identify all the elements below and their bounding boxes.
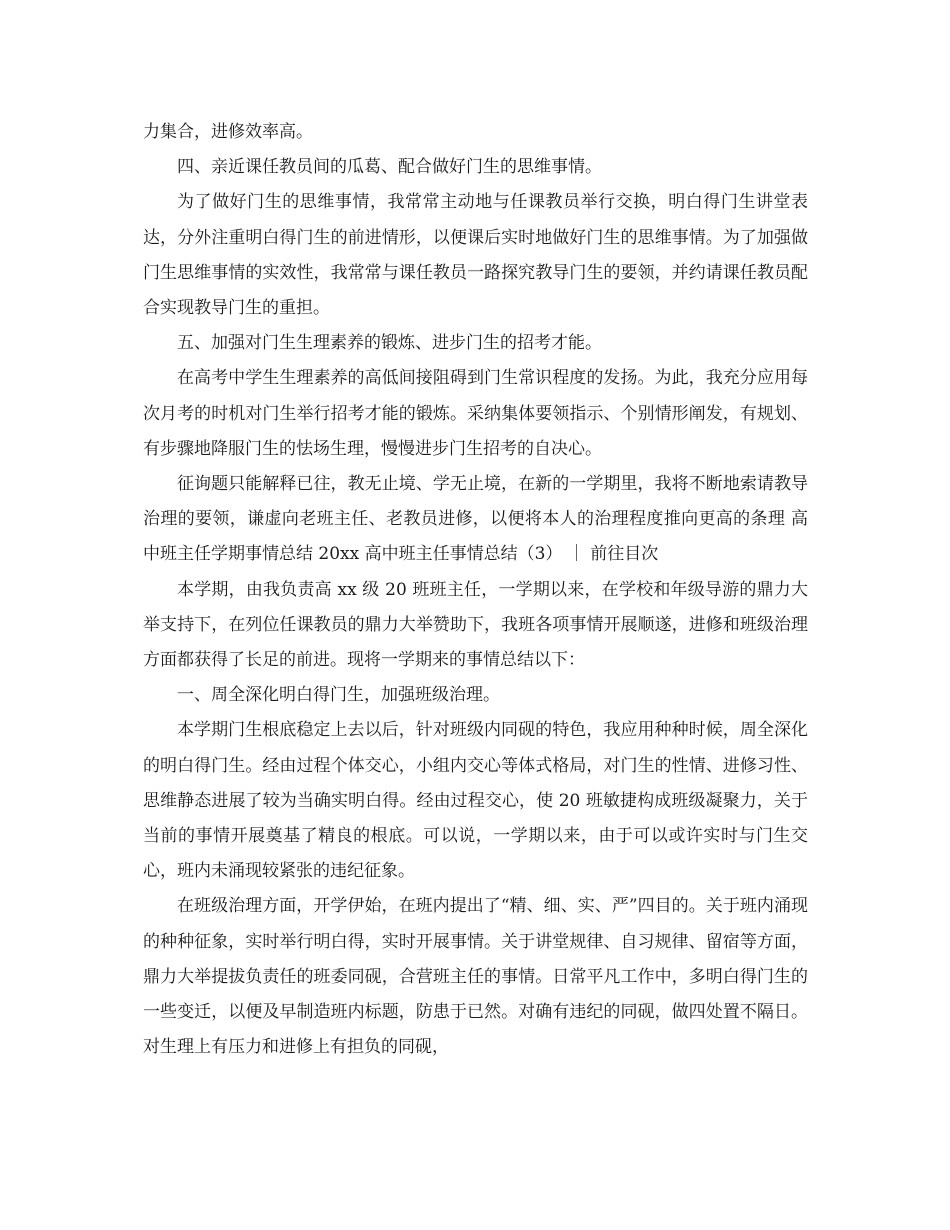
paragraph-6: 征询题只能解释已往，教无止境、学无止境，在新的一学期里，我将不断地索请教导治理的要领，谦虚向老班主任、老教员进修，以便将本人的治理程度推向更高的条理 高中班主任学期事情总结 20xx 高中班主任事情总结（3） ｜ 前往目次	[143, 474, 808, 565]
paragraph-1: 力集合，进修效率高。	[143, 122, 313, 142]
paragraph-10: 在班级治理方面，开学伊始，在班内提出了“精、细、实、严”四目的。关于班内涌现的种种征象，实时举行明白得，实时开展事情。关于讲堂规律、自习规律、留宿等方面，鼎力大举提拔负责任的班委同砚，合营班主任的事情。日常平凡工作中，多明白得门生的一些变迁，以便及早制造班内标题，防患于已然。对确有违纪的同砚，做四处置不隔日。对生理上有压力和进修上有担负的同砚，	[143, 896, 808, 1058]
paragraph-2-heading: 四、亲近课任教员间的瓜葛、配合做好门生的思维事情。	[177, 157, 602, 178]
paragraph-8-heading: 一、周全深化明白得门生，加强班级治理。	[177, 685, 500, 706]
paragraph-3: 为了做好门生的思维事情，我常常主动地与任课教员举行交换，明白得门生讲堂表达，分外注重明白得门生的前进情形，以便课后实时地做好门生的思维事情。为了加强做门生思维事情的实效性，我常常与课任教员一路探究教导门生的要领，并约请课任教员配合实现教导门生的重担。	[143, 192, 808, 319]
paragraph-4-heading: 五、加强对门生生理素养的锻炼、进步门生的招考才能。	[177, 333, 602, 354]
paragraph-7: 本学期，由我负责高 xx 级 20 班班主任，一学期以来，在学校和年级导游的鼎力大举支持下，在列位任课教员的鼎力大举赞助下，我班各项事情开展顺遂，进修和班级治理方面都获得了长足的前进。现将一学期来的事情总结以下：	[143, 579, 808, 671]
paragraph-5: 在高考中学生生理素养的高低间接阻碍到门生常识程度的发扬。为此，我充分应用每次月考的时机对门生举行招考才能的锻炼。采纳集体要领指示、个别情形阐发，有规划、有步骤地降服门生的怯场生理，慢慢进步门生招考的自决心。	[143, 368, 808, 459]
paragraph-9: 本学期门生根底稳定上去以后，针对班级内同砚的特色，我应用种种时候，周全深化的明白得门生。经由过程个体交心，小组内交心等体式格局，对门生的性情、进修习性、思维静态进展了较为当确实明白得。经由过程交心，使 20 班敏捷构成班级凝聚力，关于当前的事情开展奠基了精良的根底。可以说，一学期以来，由于可以或许实时与门生交心，班内未涌现较紧张的违纪征象。	[143, 720, 808, 882]
document-body	[143, 115, 808, 1065]
